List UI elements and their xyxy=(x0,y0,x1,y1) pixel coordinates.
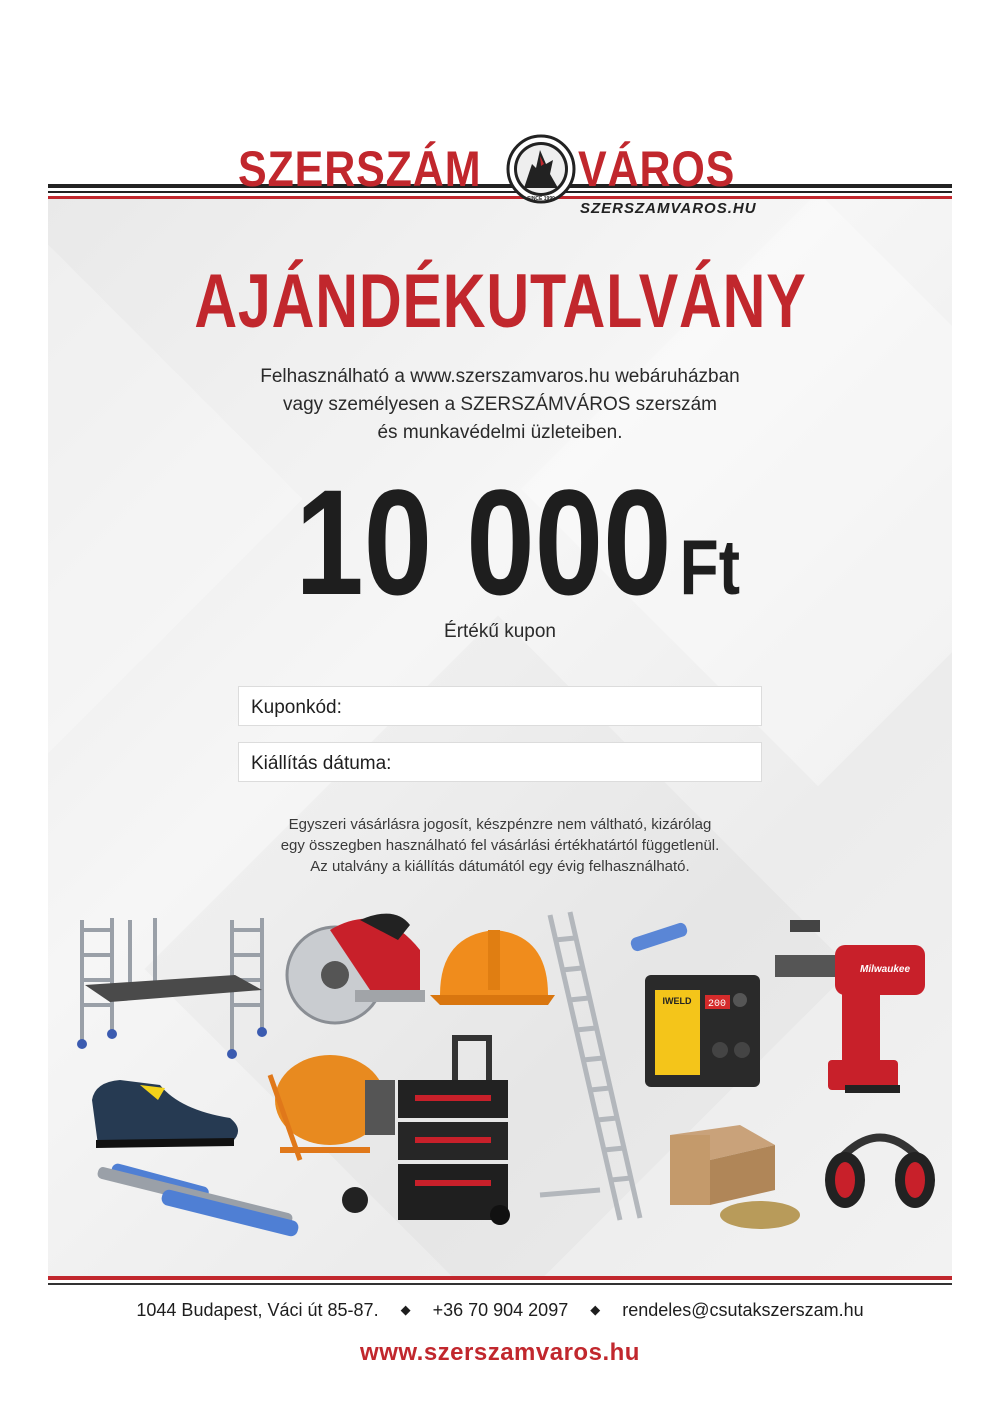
welder-brand-text: IWELD xyxy=(662,996,692,1006)
separator-diamond-icon: ◆ xyxy=(400,1302,411,1317)
drill-brand-text: Milwaukee xyxy=(859,964,911,975)
separator-diamond-icon: ◆ xyxy=(590,1302,601,1317)
amount-currency: Ft xyxy=(679,523,740,611)
footer-address: 1044 Budapest, Váci út 85-87. xyxy=(136,1300,379,1320)
subtitle-line: és munkavédelmi üzleteiben. xyxy=(377,422,623,443)
brand-site: SZERSZAMVAROS.HU xyxy=(580,200,757,217)
brand-name-left: SZERSZÁM xyxy=(238,141,482,197)
terms-line: Az utalvány a kiállítás dátumától egy évig felhasználható. xyxy=(310,858,690,875)
footer-rule-black xyxy=(48,1283,952,1285)
hard-hat-icon xyxy=(430,930,555,1005)
wall-plug-icon xyxy=(629,921,688,952)
welder-icon xyxy=(645,975,760,1087)
brand-name-right: VÁROS xyxy=(578,141,736,197)
value-label: Értékű kupon xyxy=(444,621,556,642)
subtitle-line: vagy személyesen a SZERSZÁMVÁROS szerszám xyxy=(283,394,717,415)
footer-contact xyxy=(0,1300,1000,1321)
scaffold-icon xyxy=(77,918,267,1059)
coupon-code-label: Kuponkód: xyxy=(251,697,342,718)
subtitle-line: Felhasználható a www.szerszamvaros.hu webáruházban xyxy=(260,366,740,387)
issue-date-label: Kiállítás dátuma: xyxy=(251,753,392,774)
safety-shoe-icon xyxy=(92,1080,238,1148)
welder-display-text: 200 xyxy=(707,999,727,1010)
voucher-title-text: AJÁNDÉKUTALVÁNY xyxy=(193,259,807,344)
screw-box-icon xyxy=(670,1125,800,1229)
toolbox-icon xyxy=(398,1035,510,1225)
footer-phone[interactable]: +36 70 904 2097 xyxy=(432,1300,569,1320)
terms-line: egy összegben használható fel vásárlási értékhatártól függetlenül. xyxy=(280,837,720,854)
footer-rule-red xyxy=(48,1276,952,1280)
earmuffs-icon xyxy=(825,1138,935,1209)
terms-line: Egyszeri vásárlásra jogosít, készpénzre nem váltható, kizárólag xyxy=(288,816,712,833)
footer-website-link[interactable]: www.szerszamvaros.hu xyxy=(360,1339,640,1366)
amount-value: 10 000 xyxy=(295,458,672,626)
logo-since-text: SINCE 1999 xyxy=(527,196,555,202)
concrete-mixer-icon xyxy=(270,1055,395,1213)
circular-saw-icon xyxy=(287,914,425,1023)
cordless-drill-icon xyxy=(775,920,925,1093)
wall-anchor-icon xyxy=(97,1162,300,1237)
ladder-icon xyxy=(540,912,640,1220)
footer-email[interactable]: rendeles@csutakszerszam.hu xyxy=(622,1300,864,1320)
